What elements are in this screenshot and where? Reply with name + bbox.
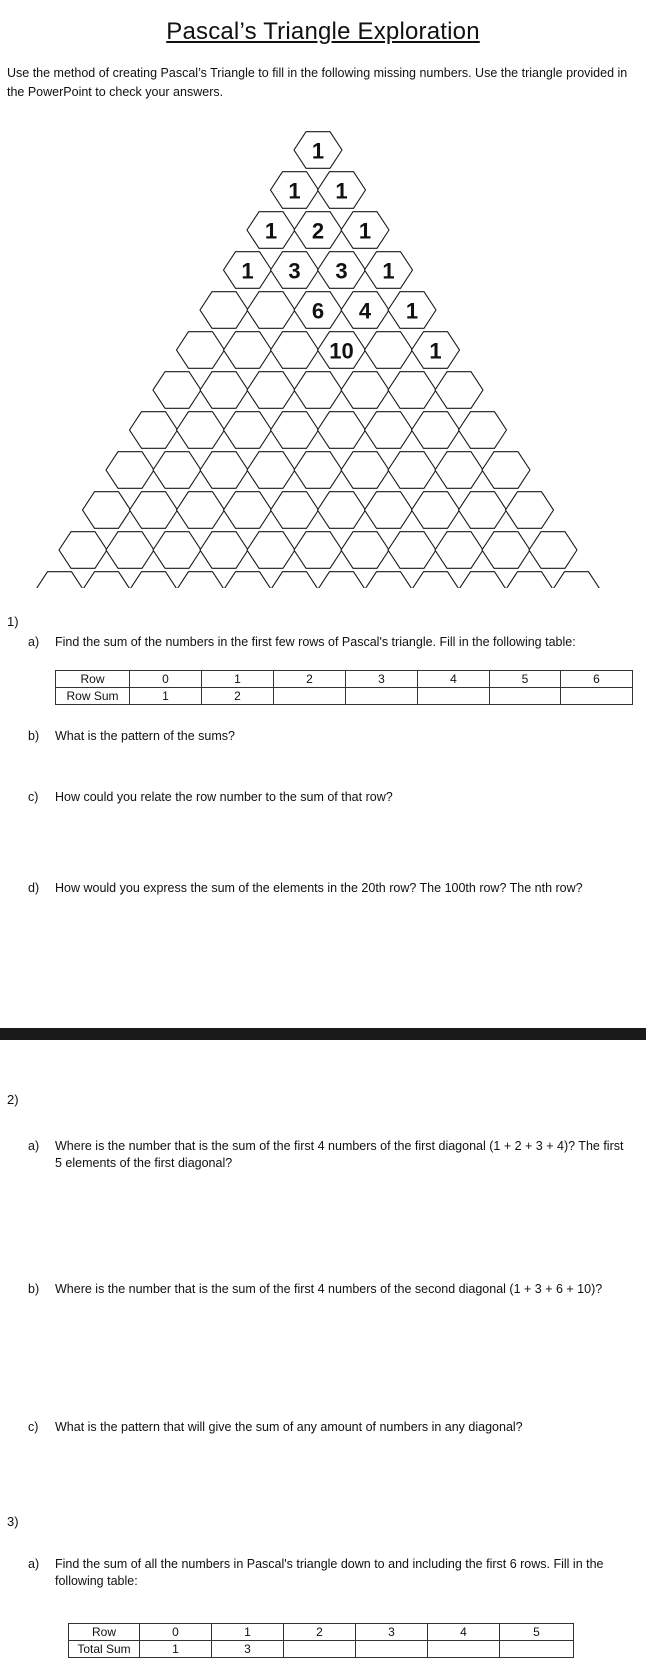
triangle-cell <box>341 452 389 489</box>
question-2a-label: a) <box>28 1139 40 1153</box>
table-row-label: Total Sum <box>69 1641 140 1658</box>
hexagon-cell <box>459 492 507 529</box>
hexagon-cell <box>506 492 554 529</box>
hexagon-cell <box>412 572 460 588</box>
triangle-cell <box>318 252 366 289</box>
triangle-cell <box>247 292 295 329</box>
hexagon-cell <box>435 372 483 409</box>
hexagon-cell <box>106 452 154 489</box>
triangle-cell <box>271 492 319 529</box>
triangle-cell <box>341 292 389 329</box>
table-cell-blank[interactable] <box>356 1641 428 1658</box>
table-row <box>56 671 633 688</box>
hexagon-cell <box>388 372 436 409</box>
question-1c <box>28 789 640 807</box>
triangle-cell <box>294 372 342 409</box>
hexagon-cell <box>294 372 342 409</box>
page-title: Pascal’s Triangle Exploration <box>166 18 480 45</box>
question-1d-text: How would you express the sum of the elements in the 20th row? The 100th row? The nth row? <box>55 881 583 895</box>
triangle-cell <box>247 372 295 409</box>
table-cell-blank[interactable] <box>500 1641 574 1658</box>
hexagon-cell <box>224 492 272 529</box>
triangle-value: 1 <box>311 138 325 164</box>
hexagon-cell <box>177 412 225 449</box>
triangle-value: 3 <box>288 258 301 284</box>
triangle-cell <box>200 372 248 409</box>
question-3a-label: a) <box>28 1557 40 1571</box>
triangle-cell <box>294 532 342 569</box>
table-header-cell: Row <box>56 671 130 688</box>
triangle-cell <box>271 572 319 588</box>
question-1a <box>28 634 640 652</box>
hexagon-cell <box>177 332 225 369</box>
hexagon-cell <box>435 532 483 569</box>
hexagon-cell <box>153 532 201 569</box>
hexagon-cell <box>482 532 530 569</box>
triangle-cell <box>224 572 272 588</box>
triangle-cell <box>553 572 601 588</box>
hexagon-cell <box>247 452 295 489</box>
triangle-cell <box>106 452 154 489</box>
hexagon-cell <box>200 452 248 489</box>
table-row-label: Row Sum <box>56 688 130 705</box>
table-row <box>69 1624 574 1641</box>
triangle-cell <box>200 452 248 489</box>
question-2c-text: What is the pattern that will give the sum of any amount of numbers in any diagonal? <box>55 1420 523 1434</box>
hexagon-cell <box>177 572 225 588</box>
table-cell: 1 <box>130 688 202 705</box>
triangle-cell <box>177 572 225 588</box>
triangle-cell <box>177 412 225 449</box>
triangle-value: 4 <box>358 298 372 324</box>
triangle-value: 1 <box>429 338 442 364</box>
section-divider <box>0 1028 646 1040</box>
triangle-cell <box>388 452 436 489</box>
table-cell-blank[interactable] <box>284 1641 356 1658</box>
triangle-cell <box>271 412 319 449</box>
hexagon-cell <box>294 532 342 569</box>
triangle-cell <box>506 492 554 529</box>
triangle-cell <box>318 412 366 449</box>
question-3a-text: Find the sum of all the numbers in Pascal's triangle down to and including the first 6 rows. Fill in the following table: <box>55 1557 604 1588</box>
hexagon-cell <box>271 332 319 369</box>
hexagon-cell <box>224 572 272 588</box>
triangle-cell <box>200 532 248 569</box>
triangle-cell <box>177 492 225 529</box>
triangle-cell <box>224 492 272 529</box>
triangle-cell <box>59 532 107 569</box>
triangle-cell <box>294 212 342 249</box>
hexagon-cell <box>341 452 389 489</box>
triangle-cell <box>271 332 319 369</box>
triangle-cell <box>412 412 460 449</box>
triangle-cell <box>83 572 131 588</box>
hexagon-cell <box>247 292 295 329</box>
triangle-cell <box>318 332 366 369</box>
triangle-cell <box>177 332 225 369</box>
question-2b-label: b) <box>28 1282 40 1296</box>
question-number-1: 1) <box>7 614 19 629</box>
table-header-cell: 1 <box>212 1624 284 1641</box>
hexagon-cell <box>388 532 436 569</box>
triangle-cell <box>412 572 460 588</box>
table-header-cell: 6 <box>561 671 633 688</box>
table-header-cell: Row <box>69 1624 140 1641</box>
question-number-3: 3) <box>7 1514 19 1529</box>
triangle-cell <box>435 452 483 489</box>
table-cell-blank[interactable] <box>274 688 346 705</box>
triangle-cell <box>341 532 389 569</box>
hexagon-cell <box>459 572 507 588</box>
table-header-cell: 1 <box>202 671 274 688</box>
triangle-cell <box>271 172 319 209</box>
hexagon-cell <box>224 332 272 369</box>
triangle-cell <box>365 332 413 369</box>
hexagon-cell <box>365 412 413 449</box>
triangle-cell <box>224 252 272 289</box>
triangle-cell <box>106 532 154 569</box>
triangle-value: 1 <box>264 218 278 244</box>
triangle-value: 3 <box>335 258 348 284</box>
hexagon-cell <box>271 412 319 449</box>
hexagon-cell <box>177 492 225 529</box>
hexagon-cell <box>459 412 507 449</box>
triangle-value: 1 <box>358 218 372 244</box>
hexagon-cell <box>247 372 295 409</box>
hexagon-cell <box>59 532 107 569</box>
hexagon-cell <box>83 492 131 529</box>
question-number-2: 2) <box>7 1092 19 1107</box>
triangle-cell <box>83 492 131 529</box>
triangle-cell <box>247 532 295 569</box>
triangle-cell <box>271 252 319 289</box>
triangle-cell <box>318 572 366 588</box>
hexagon-cell <box>106 532 154 569</box>
hexagon-cell <box>553 572 601 588</box>
triangle-value: 6 <box>311 298 325 324</box>
question-1d <box>28 880 640 898</box>
question-2a <box>28 1138 633 1174</box>
hexagon-cell <box>130 572 178 588</box>
hexagon-cell <box>200 532 248 569</box>
hexagon-cell <box>435 452 483 489</box>
triangle-cell <box>365 252 413 289</box>
triangle-value: 1 <box>335 178 348 204</box>
hexagon-cell <box>506 572 554 588</box>
triangle-cell <box>130 492 178 529</box>
triangle-cell <box>459 412 507 449</box>
triangle-cell <box>412 492 460 529</box>
table-header-cell: 4 <box>428 1624 500 1641</box>
triangle-cell <box>318 492 366 529</box>
triangle-value: 1 <box>382 258 395 284</box>
triangle-cell <box>365 412 413 449</box>
triangle-cell <box>435 372 483 409</box>
triangle-cell <box>130 572 178 588</box>
hexagon-cell <box>271 572 319 588</box>
hexagon-cell <box>365 572 413 588</box>
triangle-cell <box>365 572 413 588</box>
triangle-cell <box>247 212 295 249</box>
hexagon-cell <box>318 412 366 449</box>
table-header-cell: 0 <box>130 671 202 688</box>
triangle-cell <box>153 532 201 569</box>
triangle-cell <box>294 132 342 169</box>
hexagon-cell <box>153 452 201 489</box>
triangle-value: 2 <box>311 218 325 244</box>
table-cell-blank[interactable] <box>346 688 418 705</box>
table-header-cell: 5 <box>500 1624 574 1641</box>
question-2c-label: c) <box>28 1420 39 1434</box>
hexagon-cell <box>412 412 460 449</box>
triangle-cell <box>435 532 483 569</box>
triangle-value: 1 <box>241 258 254 284</box>
triangle-value: 1 <box>288 178 301 204</box>
question-1a-text: Find the sum of the numbers in the first few rows of Pascal's triangle. Fill in the following table: <box>55 635 576 649</box>
triangle-cell <box>341 212 389 249</box>
hexagon-cell <box>482 452 530 489</box>
table-row <box>69 1641 574 1658</box>
question-2b <box>28 1281 633 1317</box>
table-cell: 3 <box>212 1641 284 1658</box>
triangle-cell <box>200 292 248 329</box>
hexagon-cell <box>318 492 366 529</box>
table-cell-blank[interactable] <box>428 1641 500 1658</box>
triangle-cell <box>247 452 295 489</box>
question-1b-label: b) <box>28 729 40 743</box>
question-1b <box>28 728 640 746</box>
triangle-cell <box>388 532 436 569</box>
table-header-cell: 4 <box>418 671 490 688</box>
hexagon-cell <box>365 492 413 529</box>
triangle-cell <box>365 492 413 529</box>
hexagon-cell <box>224 412 272 449</box>
hexagon-cell <box>130 412 178 449</box>
table-cell: 1 <box>140 1641 212 1658</box>
total-sum-table <box>68 1623 574 1658</box>
pascal-triangle <box>0 128 646 588</box>
triangle-cell <box>294 452 342 489</box>
table-header-cell: 2 <box>284 1624 356 1641</box>
table-cell-blank[interactable] <box>490 688 561 705</box>
question-1d-label: d) <box>28 881 40 895</box>
hexagon-cell <box>412 492 460 529</box>
hexagon-cell <box>153 372 201 409</box>
triangle-cell <box>294 292 342 329</box>
hexagon-cell <box>271 492 319 529</box>
triangle-cell <box>412 332 460 369</box>
triangle-cell <box>153 372 201 409</box>
hexagon-cell <box>200 372 248 409</box>
hexagon-cell <box>83 572 131 588</box>
hexagon-cell <box>318 572 366 588</box>
hexagon-cell <box>130 492 178 529</box>
triangle-cell <box>224 412 272 449</box>
hexagon-cell <box>341 372 389 409</box>
hexagon-cell <box>200 292 248 329</box>
question-3a <box>28 1556 633 1592</box>
hexagon-cell <box>341 532 389 569</box>
triangle-cell <box>153 452 201 489</box>
table-cell: 2 <box>202 688 274 705</box>
triangle-cell <box>388 372 436 409</box>
hexagon-cell <box>36 572 84 588</box>
question-2c <box>28 1419 640 1437</box>
triangle-cell <box>224 332 272 369</box>
question-1a-label: a) <box>28 635 40 649</box>
table-cell-blank[interactable] <box>561 688 633 705</box>
hexagon-cell <box>294 452 342 489</box>
table-header-cell: 0 <box>140 1624 212 1641</box>
row-sum-table <box>55 670 633 705</box>
triangle-cell <box>36 572 84 588</box>
hexagon-cell <box>529 532 577 569</box>
table-header-cell: 3 <box>356 1624 428 1641</box>
question-1c-text: How could you relate the row number to the sum of that row? <box>55 790 393 804</box>
table-header-cell: 5 <box>490 671 561 688</box>
triangle-value: 10 <box>329 338 354 364</box>
triangle-cell <box>529 532 577 569</box>
triangle-cell <box>130 412 178 449</box>
table-header-cell: 2 <box>274 671 346 688</box>
question-2b-text: Where is the number that is the sum of the first 4 numbers of the second diagonal (1 + 3 + 6 + 10)? <box>55 1282 603 1296</box>
triangle-cell <box>388 292 436 329</box>
triangle-cell <box>459 572 507 588</box>
table-header-cell: 3 <box>346 671 418 688</box>
triangle-value: 1 <box>405 298 419 324</box>
triangle-cell <box>459 492 507 529</box>
triangle-cell <box>341 372 389 409</box>
triangle-cell <box>318 172 366 209</box>
instructions: Use the method of creating Pascal’s Triangle to fill in the following missing numbers. Use the triangle provided in the PowerPoint to check your answers. <box>7 66 628 99</box>
hexagon-cell <box>365 332 413 369</box>
triangle-cell <box>482 532 530 569</box>
hexagon-cell <box>388 452 436 489</box>
hexagon-cell <box>247 532 295 569</box>
triangle-cell <box>506 572 554 588</box>
table-cell-blank[interactable] <box>418 688 490 705</box>
question-2a-text: Where is the number that is the sum of the first 4 numbers of the first diagonal (1 + 2 + 3 + 4)? The first 5 elements of the first diagonal? <box>55 1139 624 1170</box>
question-1b-text: What is the pattern of the sums? <box>55 729 235 743</box>
table-row <box>56 688 633 705</box>
question-1c-label: c) <box>28 790 39 804</box>
triangle-cell <box>482 452 530 489</box>
